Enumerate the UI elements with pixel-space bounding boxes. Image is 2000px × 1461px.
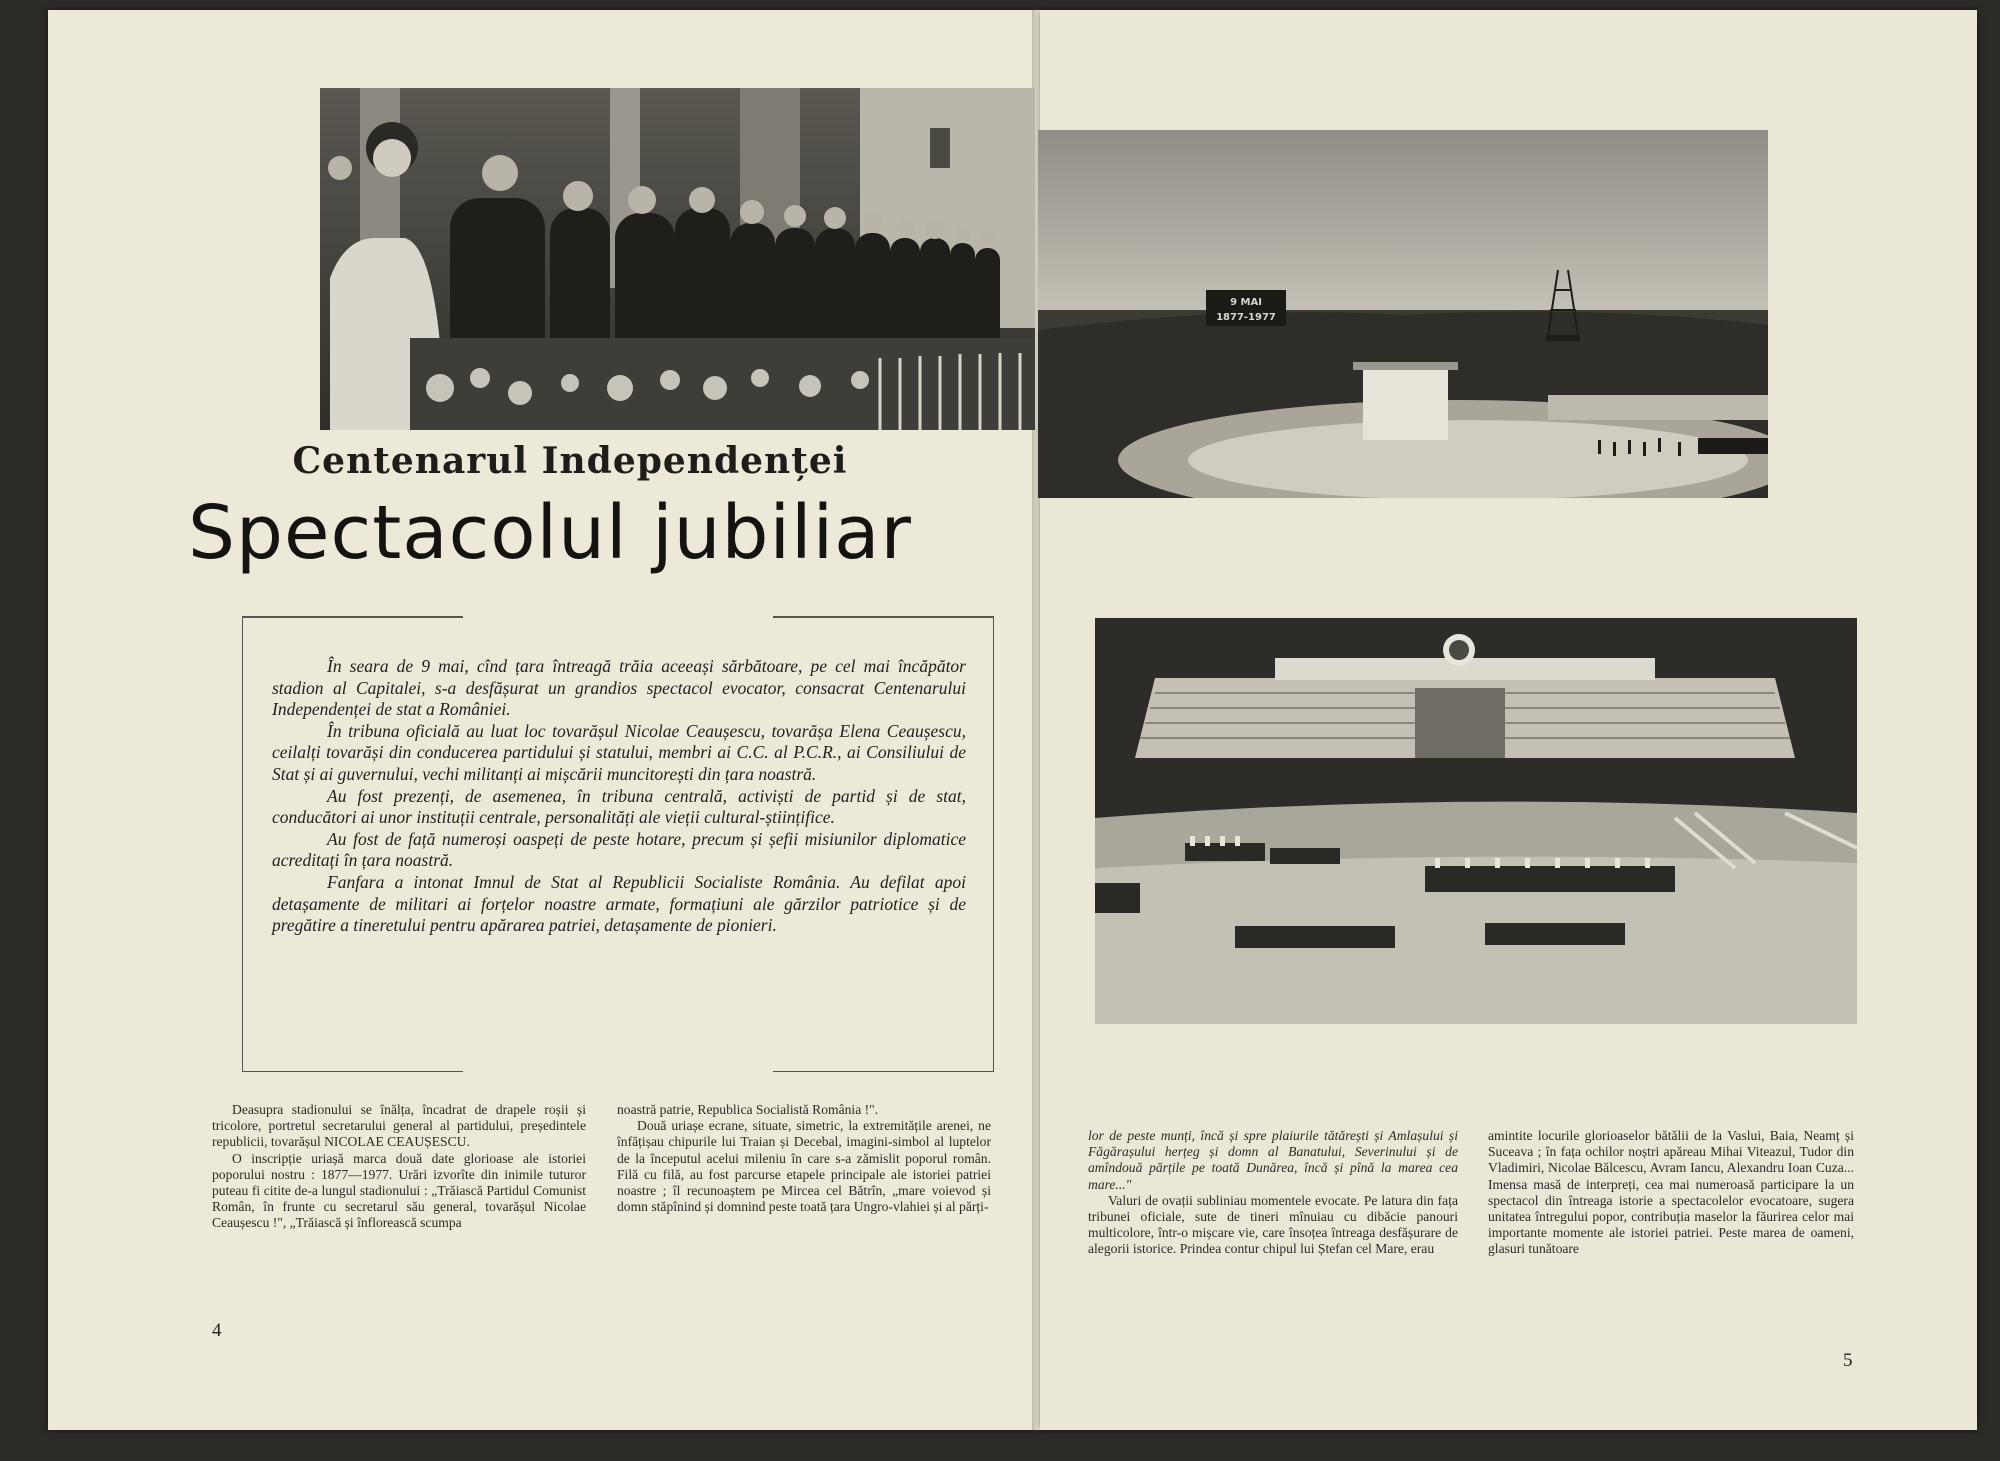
official-tribune-photo bbox=[320, 88, 1035, 430]
stadium-scoreboard bbox=[1206, 290, 1286, 326]
intro-paragraph: Au fost prezenți, de asemenea, în tribuna centrală, activiști de partid și de stat, conducători ai unor instituții centrale, personalități ale vieții cultural-științifice. bbox=[272, 785, 966, 828]
evening-spectacle-photo bbox=[1095, 618, 1857, 1024]
intro-paragraph: În seara de 9 mai, cînd țara întreagă trăia aceeași sărbătoare, pe cel mai încăpător stadion al Capitalei, s-a desfășurat un grandios spectacol evocator, consacrat Centenarului Independenței de stat a României. bbox=[272, 656, 966, 720]
body-paragraph: Două uriașe ecrane, situate, simetric, la extremitățile arenei, ne înfățișau chipurile lui Traian și Decebal, imagini-simbol al luptelor de la începutul acelui mileniu în care s-a zămislit poporul român. Filă cu filă, au fost parcurse etapele principale ale istoriei patriei noastre ; îl recunoaștem pe Mircea cel Bătrîn, „mare voievod și domn stăpînind și domnind peste toată țara Ungro-vlahiei și al părți- bbox=[617, 1118, 991, 1215]
body-paragraph: amintite locurile glorioaselor bătălii de la Vaslui, Baia, Neamț și Suceava ; în fața ochilor noștri apăreau Mihai Viteazul, Tudor din Vladimiri, Nicolae Bălcescu, Avram Iancu, Alexandru Ioan Cuza... Imensa masă de interpreți, cea mai numeroasă participare la un spectacol din întreaga istorie a spectacolelor evocatoare, sugera unitatea întregului popor, contribuția maselor la făurirea celor mai importante momente ale istoriei patriei. Peste marea de oameni, glasuri tunătoare bbox=[1488, 1128, 1854, 1257]
intro-text bbox=[272, 656, 966, 937]
body-paragraph: Deasupra stadionului se înălța, încadrat de drapele roșii și tricolore, portretul secretarului general al partidului, președintele republicii, tovarășul NICOLAE CEAUȘESCU. bbox=[212, 1102, 586, 1150]
intro-paragraph: Au fost de față numeroși oaspeți de peste hotare, precum și șefii misiunilor diplomatice acreditați în țara noastră. bbox=[272, 828, 966, 871]
left-column-1 bbox=[212, 1102, 586, 1232]
svg-text:9 MAI: 9 MAI bbox=[1230, 297, 1262, 308]
body-paragraph: lor de peste munți, încă și spre plaiurile tătărești și Amlașului și Făgărașului herțeg și domn al Banatului, Severinului și de amîndouă părțile pe toată Dunărea, încă și pînă la marea cea mare..." bbox=[1088, 1128, 1458, 1192]
article-headline: Spectacolul jubiliar bbox=[188, 490, 912, 576]
stadium-panorama-photo bbox=[1038, 130, 1768, 498]
body-paragraph: noastră patrie, Republica Socialistă România !". bbox=[617, 1102, 879, 1117]
left-column-2 bbox=[617, 1102, 991, 1215]
right-column-1 bbox=[1088, 1128, 1458, 1258]
page-number-left: 4 bbox=[212, 1320, 222, 1341]
intro-paragraph: În tribuna oficială au luat loc tovarășul Nicolae Ceaușescu, tovarășa Elena Ceaușescu, ceilalți tovarăși din conducerea partidului și statului, membri ai C.C. al P.C.R., ai Consiliului de Stat și ai guvernului, vechi militanți ai mișcării muncitorești din țara noastră. bbox=[272, 720, 966, 784]
intro-paragraph: Fanfara a intonat Imnul de Stat al Republicii Socialiste România. Au defilat apoi detașamente de militari ai forțelor noastre armate, formațiuni ale gărzilor patriotice și de pregătire a tineretului pentru apărarea patriei, detașamente de pionieri. bbox=[272, 871, 966, 936]
svg-text:1877-1977: 1877-1977 bbox=[1216, 312, 1276, 323]
body-paragraph: Valuri de ovații subliniau momentele evocate. Pe latura din fața tribunei oficiale, sute de tineri mînuiau cu dibăcie panouri multicolore, într-o mișcare vie, care însoțea întreaga desfășurare de alegorii istorice. Prindea contur chipul lui Ștefan cel Mare, erau bbox=[1088, 1192, 1458, 1257]
page-number-right: 5 bbox=[1843, 1350, 1853, 1371]
kicker-title: Centenarul Independenței bbox=[292, 440, 848, 482]
body-paragraph: O inscripție uriașă marca două date glorioase ale istoriei poporului nostru : 1877—1977. Urări izvorîte din inimile tuturor puteau fi citite de-a lungul stadionului : „Trăiască Partidul Comunist Român, în frunte cu secretarul său general, tovarășul Nicolae Ceaușescu !", „Trăiască și înflorească scumpa bbox=[212, 1150, 586, 1231]
right-column-2 bbox=[1488, 1128, 1854, 1258]
